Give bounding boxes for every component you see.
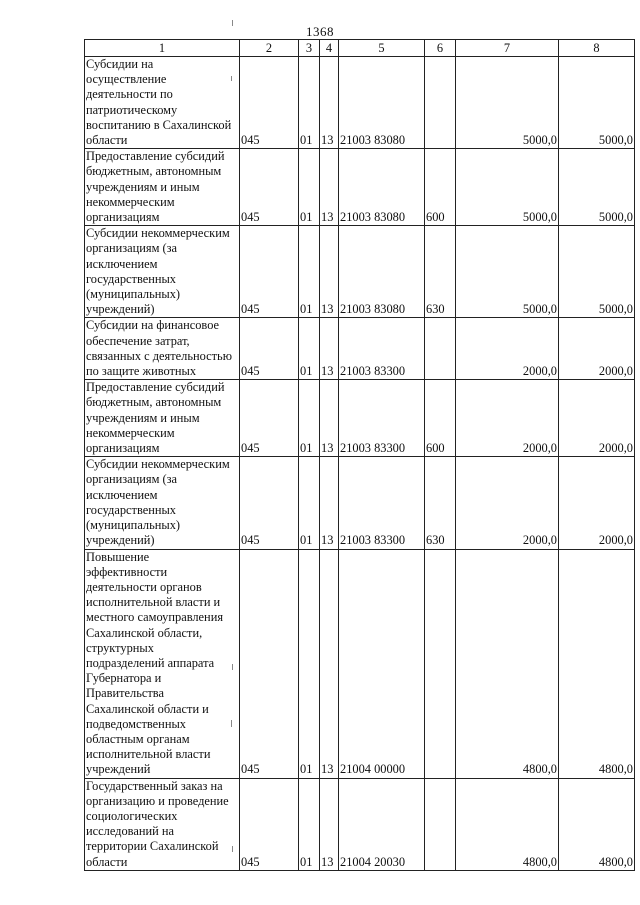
target-code: 21003 83080	[339, 226, 425, 318]
section-code: 01	[299, 149, 320, 226]
expense-type-code	[425, 318, 456, 380]
item-name: Предоставление субсидий бюджетным, автономным учреждениям и иным некоммерческим организациям	[85, 149, 240, 226]
column-header: 3	[299, 40, 320, 57]
section-code: 01	[299, 57, 320, 149]
section-code: 01	[299, 380, 320, 457]
page-number: 1368	[306, 24, 334, 39]
subsection-code: 13	[320, 380, 339, 457]
scan-speck	[231, 76, 232, 81]
scan-speck	[232, 20, 233, 26]
item-name: Повышение эффективности деятельности органов исполнительной власти и местного самоуправления Сахалинской области, структурных подразделений аппарата Губернатора и Правительства Сахалинской области и подведомственных областным органам исполнительной власти учреждений	[85, 549, 240, 778]
ministry-code: 045	[240, 549, 299, 778]
amount-col8: 2000,0	[559, 318, 635, 380]
section-code: 01	[299, 226, 320, 318]
target-code: 21003 83300	[339, 457, 425, 549]
subsection-code: 13	[320, 318, 339, 380]
expense-type-code	[425, 549, 456, 778]
ministry-code: 045	[240, 457, 299, 549]
subsection-code: 13	[320, 149, 339, 226]
amount-col7: 4800,0	[456, 778, 559, 870]
expense-type-code: 630	[425, 226, 456, 318]
table-row	[85, 149, 635, 226]
header-row	[85, 40, 635, 57]
scan-speck	[232, 846, 233, 852]
expense-type-code: 600	[425, 380, 456, 457]
section-code: 01	[299, 457, 320, 549]
target-code: 21003 83300	[339, 380, 425, 457]
amount-col8: 5000,0	[559, 57, 635, 149]
section-code: 01	[299, 549, 320, 778]
item-name: Субсидии на финансовое обеспечение затрат, связанных с деятельностью по защите животных	[85, 318, 240, 380]
subsection-code: 13	[320, 457, 339, 549]
amount-col8: 2000,0	[559, 380, 635, 457]
amount-col7: 2000,0	[456, 457, 559, 549]
amount-col8: 2000,0	[559, 457, 635, 549]
expense-type-code	[425, 57, 456, 149]
target-code: 21003 83300	[339, 318, 425, 380]
subsection-code: 13	[320, 57, 339, 149]
ministry-code: 045	[240, 778, 299, 870]
item-name: Предоставление субсидий бюджетным, автономным учреждениям и иным некоммерческим организациям	[85, 380, 240, 457]
column-header: 5	[339, 40, 425, 57]
target-code: 21004 00000	[339, 549, 425, 778]
amount-col7: 5000,0	[456, 226, 559, 318]
column-header: 4	[320, 40, 339, 57]
subsection-code: 13	[320, 778, 339, 870]
amount-col7: 5000,0	[456, 57, 559, 149]
item-name: Субсидии некоммерческим организациям (за исключением государственных (муниципальных) учреждений)	[85, 226, 240, 318]
table-row	[85, 57, 635, 149]
amount-col7: 2000,0	[456, 380, 559, 457]
ministry-code: 045	[240, 57, 299, 149]
column-header: 1	[85, 40, 240, 57]
item-name: Субсидии на осуществление деятельности по патриотическому воспитанию в Сахалинской области	[85, 57, 240, 149]
column-header: 2	[240, 40, 299, 57]
expense-type-code	[425, 778, 456, 870]
subsection-code: 13	[320, 549, 339, 778]
ministry-code: 045	[240, 380, 299, 457]
table-row	[85, 380, 635, 457]
table-row	[85, 457, 635, 549]
expense-type-code: 600	[425, 149, 456, 226]
target-code: 21003 83080	[339, 57, 425, 149]
amount-col7: 2000,0	[456, 318, 559, 380]
amount-col8: 4800,0	[559, 778, 635, 870]
column-header: 7	[456, 40, 559, 57]
table-row	[85, 226, 635, 318]
section-code: 01	[299, 318, 320, 380]
amount-col7: 5000,0	[456, 149, 559, 226]
ministry-code: 045	[240, 318, 299, 380]
amount-col8: 4800,0	[559, 549, 635, 778]
expense-type-code: 630	[425, 457, 456, 549]
target-code: 21004 20030	[339, 778, 425, 870]
subsection-code: 13	[320, 226, 339, 318]
table-row	[85, 778, 635, 870]
scan-speck	[231, 720, 232, 727]
amount-col8: 5000,0	[559, 149, 635, 226]
amount-col7: 4800,0	[456, 549, 559, 778]
amount-col8: 5000,0	[559, 226, 635, 318]
column-header: 8	[559, 40, 635, 57]
target-code: 21003 83080	[339, 149, 425, 226]
budget-table	[84, 39, 635, 871]
item-name: Субсидии некоммерческим организациям (за исключением государственных (муниципальных) учреждений)	[85, 457, 240, 549]
column-header: 6	[425, 40, 456, 57]
ministry-code: 045	[240, 226, 299, 318]
section-code: 01	[299, 778, 320, 870]
table-row	[85, 549, 635, 778]
scan-speck	[232, 664, 233, 670]
item-name: Государственный заказ на организацию и проведение социологических исследований на территории Сахалинской области	[85, 778, 240, 870]
table-row	[85, 318, 635, 380]
ministry-code: 045	[240, 149, 299, 226]
